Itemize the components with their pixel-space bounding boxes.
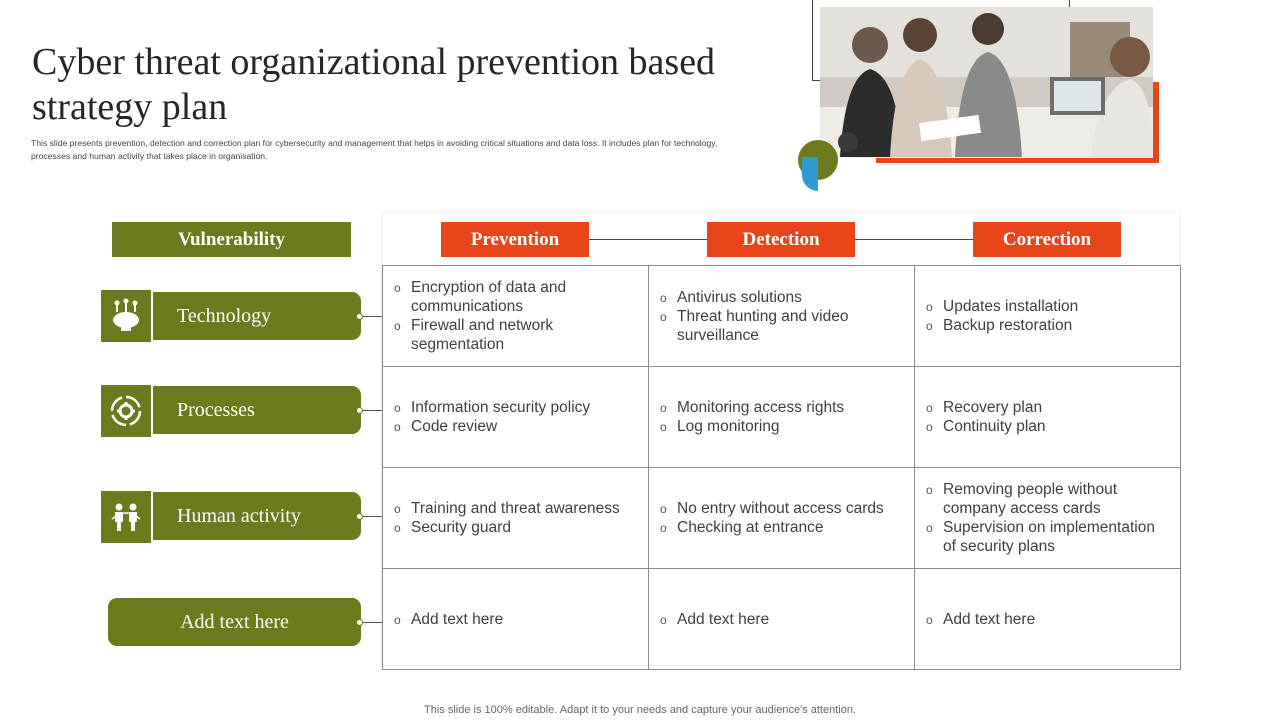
- table-cell: [915, 569, 1181, 670]
- row-connector: [360, 410, 382, 411]
- list-item: o Code review: [393, 417, 640, 436]
- prevention-header: Prevention: [441, 222, 589, 257]
- table-row: [383, 266, 1181, 367]
- gear-cycle-icon: [101, 385, 153, 437]
- table-cell: [915, 367, 1181, 468]
- list-item: o Continuity plan: [925, 417, 1172, 436]
- list-item: o Supervision on implementation of security plans: [925, 518, 1172, 556]
- table-cell: [915, 266, 1181, 367]
- table-cell: [383, 569, 649, 670]
- team-meeting-photo: [820, 7, 1153, 158]
- table-cell: [649, 569, 915, 670]
- people-icon: [101, 491, 153, 543]
- list-item: o Backup restoration: [925, 316, 1172, 335]
- decor-quarter-circle: [802, 157, 818, 191]
- table-cell: [383, 468, 649, 569]
- list-item: o No entry without access cards: [659, 499, 906, 518]
- page-subtitle: This slide presents prevention, detection and correction plan for cybersecurity and management that helps in avoiding critical situations and data loss. It includes plan for technology, processes and human activity that takes place in organisation.: [31, 138, 718, 161]
- list-item: o Antivirus solutions: [659, 288, 906, 307]
- correction-header: Correction: [973, 222, 1121, 257]
- list-item: o Monitoring access rights: [659, 398, 906, 417]
- vulnerability-header: Vulnerability: [112, 222, 351, 257]
- list-item: o Log monitoring: [659, 417, 906, 436]
- table-cell: [383, 367, 649, 468]
- footer-note: This slide is 100% editable. Adapt it to your needs and capture your audience's attention.: [424, 704, 856, 716]
- list-item: o Threat hunting and video surveillance: [659, 307, 906, 345]
- row-connector: [360, 622, 382, 623]
- row-connector-dot: [356, 407, 363, 414]
- row-connector-dot: [356, 313, 363, 320]
- row-label-technology: Technology: [153, 292, 361, 340]
- list-item: o Firewall and network segmentation: [393, 316, 640, 354]
- table-row: [383, 367, 1181, 468]
- row-label-processes: Processes: [153, 386, 361, 434]
- row-label-add-text: Add text here: [108, 598, 361, 646]
- list-item: o Checking at entrance: [659, 518, 906, 537]
- table-cell: [649, 266, 915, 367]
- table-cell: [383, 266, 649, 367]
- row-label-human-activity: Human activity: [153, 492, 361, 540]
- list-item: o Add text here: [925, 610, 1172, 629]
- table-row: [383, 569, 1181, 670]
- row-connector: [360, 316, 382, 317]
- header-connector: [855, 239, 973, 240]
- list-item: o Security guard: [393, 518, 640, 537]
- table-cell: [649, 367, 915, 468]
- detection-header: Detection: [707, 222, 855, 257]
- page-title: Cyber threat organizational prevention based strategy plan: [32, 41, 716, 128]
- row-connector: [360, 516, 382, 517]
- table-cell: [915, 468, 1181, 569]
- header-connector: [589, 239, 707, 240]
- network-tree-icon: [101, 290, 153, 342]
- list-item: o Add text here: [659, 610, 906, 629]
- list-item: o Recovery plan: [925, 398, 1172, 417]
- row-connector-dot: [356, 513, 363, 520]
- list-item: o Updates installation: [925, 297, 1172, 316]
- strategy-table: [382, 265, 1181, 670]
- list-item: o Encryption of data and communications: [393, 278, 640, 316]
- list-item: o Information security policy: [393, 398, 640, 417]
- row-connector-dot: [356, 619, 363, 626]
- table-row: [383, 468, 1181, 569]
- list-item: o Removing people without company access cards: [925, 480, 1172, 518]
- table-cell: [649, 468, 915, 569]
- list-item: o Add text here: [393, 610, 640, 629]
- list-item: o Training and threat awareness: [393, 499, 640, 518]
